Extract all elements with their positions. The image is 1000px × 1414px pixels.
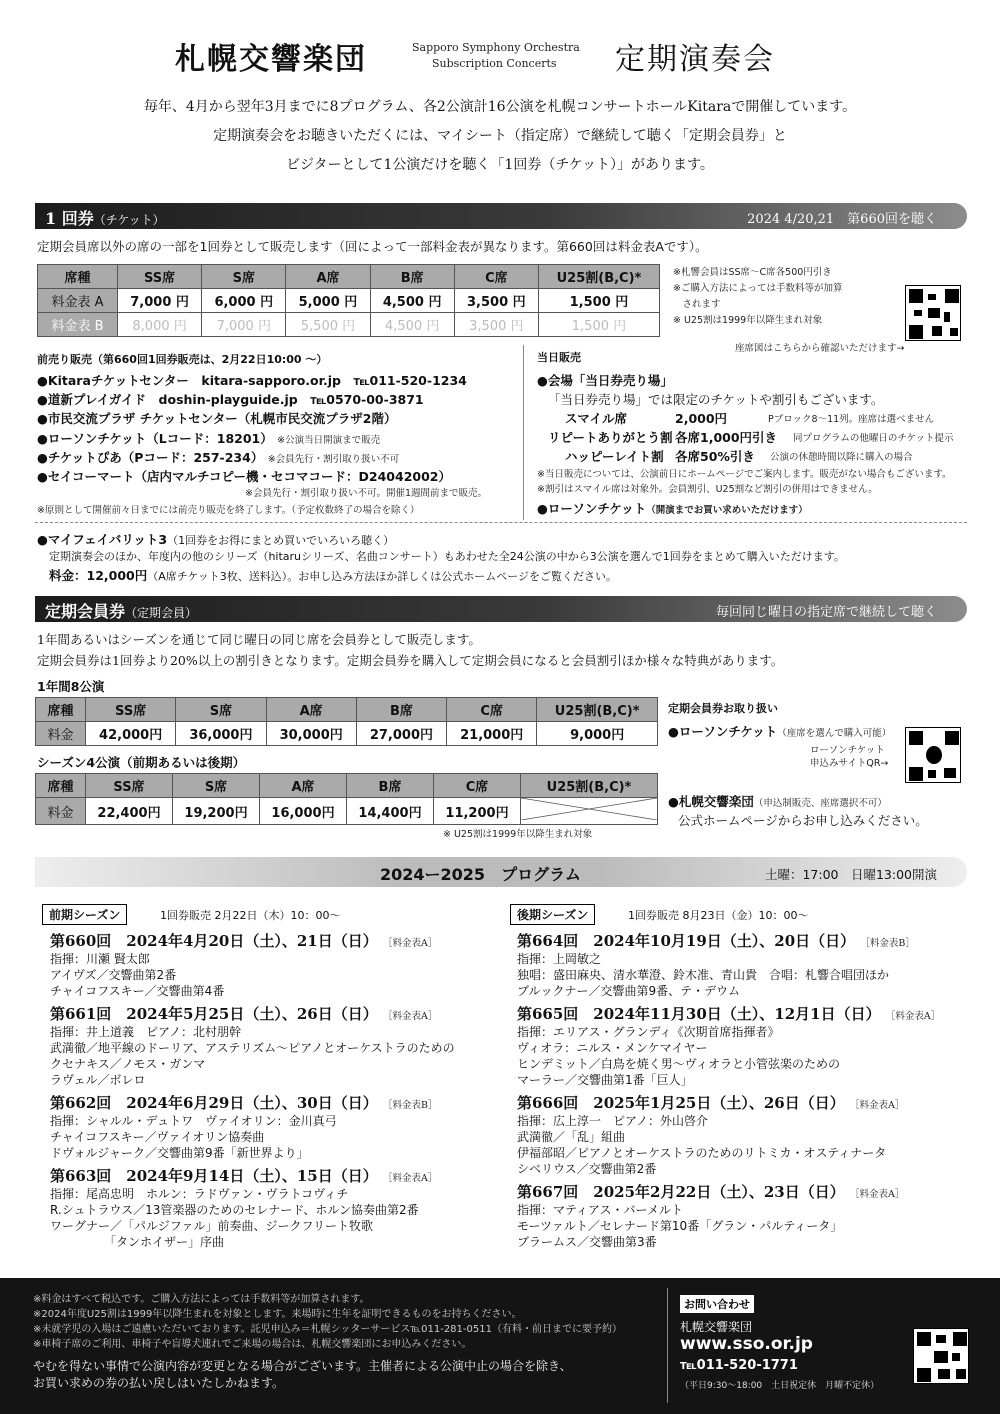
concert-line: シベリウス／交響曲第2番 xyxy=(517,1162,657,1176)
dayof-title: 当日販売 xyxy=(537,351,581,364)
seat-map-caption: 座席図はこちらから確認いただけます→ xyxy=(735,343,905,354)
concert-fee: ［料金表A］ xyxy=(885,1011,941,1022)
dayof-venue: ●会場「当日券売り場」 xyxy=(537,373,673,388)
table-header-cell: 席種 xyxy=(36,774,86,798)
concert-item xyxy=(50,1092,510,1161)
table-header-cell: 席種 xyxy=(36,698,86,722)
table-header-cell: A席 xyxy=(286,265,370,289)
intro-line-1: 毎年、4月から翌年3月までに8プログラム、各2公演計16公演を札幌コンサートホールKitaraで開催しています。 xyxy=(143,99,857,115)
year-price-table xyxy=(35,697,658,746)
member-sso-desc: 公式ホームページからお申し込みください。 xyxy=(678,813,928,828)
footer-note: ※車椅子席のご利用、車椅子や盲導犬連れでご来場の場合は、札幌交響楽団にお申込みください。 xyxy=(33,1339,472,1350)
ticket-title-small: （チケット） xyxy=(93,213,165,227)
member-title-small: （定期会員） xyxy=(125,606,198,620)
presale-title-note: （第660回1回券販売は、2月22日10:00 ～） xyxy=(92,353,328,366)
row-label: 料金表 A xyxy=(38,289,118,313)
table-header-cell: C席 xyxy=(434,774,521,798)
price-cell: 1,500 円 xyxy=(538,289,659,313)
table-row xyxy=(38,313,660,337)
table-header-cell: C席 xyxy=(447,698,537,722)
u25-note: ※ U25割は1999年以降生まれ対象 xyxy=(443,829,593,840)
price-cell: 42,000円 xyxy=(86,722,176,746)
row-label: 料金 xyxy=(36,722,86,746)
concert-line: マーラー／交響曲第1番「巨人」 xyxy=(517,1073,693,1087)
price-cell: 7,000 円 xyxy=(118,289,202,313)
second-season-label: 後期シーズン xyxy=(510,904,595,925)
concert-item xyxy=(50,1165,510,1250)
member-desc-2: 定期会員券は1回券より20%以上の割引きとなります。定期会員券を購入して定期会員になると会員割引ほか様々な特典があります。 xyxy=(37,653,784,668)
ticket-title: 1 回券 xyxy=(45,209,94,228)
table-header-cell: SS席 xyxy=(86,774,173,798)
season-price-table xyxy=(35,773,658,825)
concert-fee: ［料金表A］ xyxy=(849,1189,905,1200)
concert-item xyxy=(50,1003,510,1088)
concert-title xyxy=(50,930,510,951)
concert-line: モーツァルト／セレナード第10番「グラン・パルティータ」 xyxy=(517,1219,843,1233)
price-cell: 21,000円 xyxy=(447,722,537,746)
concert-fee: ［料金表A］ xyxy=(849,1100,905,1111)
price-cell: 5,000 円 xyxy=(286,289,370,313)
handling-title: 定期会員券お取り扱い xyxy=(668,702,778,715)
concert-item xyxy=(517,930,977,999)
concert-line: ブラームス／交響曲第3番 xyxy=(517,1235,657,1249)
dayof-row-note: Pブロック8～11列。座席は選べません xyxy=(768,414,935,425)
concert-title xyxy=(517,1181,977,1202)
concert-title-text: 第664回 2024年10月19日（土）、20日（日） xyxy=(517,932,856,950)
title-english-line1: Sapporo Symphony Orchestra xyxy=(412,41,580,54)
price-cell: 30,000円 xyxy=(266,722,356,746)
price-cell: 36,000円 xyxy=(176,722,266,746)
concert-title-text: 第662回 2024年6月29日（土）、30日（日） xyxy=(50,1094,378,1112)
concert-title-text: 第660回 2024年4月20日（土）、21日（日） xyxy=(50,932,378,950)
lawson-qr-icon[interactable] xyxy=(905,727,961,783)
myfav-price xyxy=(49,566,617,584)
member-section-band xyxy=(35,596,967,622)
ticket-note: ※ご購入方法によっては手数料等が加算 xyxy=(673,283,843,294)
concert-line: 武満徹／地平線のドーリア、アステリズム～ピアノとオーケストラのための xyxy=(50,1041,455,1055)
table-header-cell: S席 xyxy=(202,265,286,289)
concert-line: ワーグナー／「パルジファル」前奏曲、ジークフリート牧歌 xyxy=(50,1219,373,1233)
table-header-cell: 席種 xyxy=(38,265,118,289)
contact-hours: （平日9:30～18:00 土日祝定休 月曜不定休） xyxy=(680,1381,880,1391)
dayof-row-note: 同プログラムの他曜日のチケット提示 xyxy=(793,433,954,444)
price-cell: 8,000 円 xyxy=(118,313,202,337)
concert-line: 指揮：エリアス・グランディ《次期首席指揮者》 xyxy=(517,1025,780,1039)
table-row xyxy=(38,289,660,313)
price-cell: 16,000円 xyxy=(260,798,347,825)
price-cell: 5,500 円 xyxy=(286,313,370,337)
dayof-desc: 「当日券売り場」では限定のチケットや割引もございます。 xyxy=(548,392,884,407)
table-header-cell: SS席 xyxy=(86,698,176,722)
lawson-qr-caption-2: 申込みサイトQR→ xyxy=(810,758,889,769)
concert-title-text: 第667回 2025年2月22日（土）、23日（日） xyxy=(517,1183,845,1201)
program-title: 2024ー2025 プログラム xyxy=(380,865,581,884)
member-sso xyxy=(668,792,887,810)
dayof-note: ※当日販売については、公演前日にホームページでご案内します。販売がない場合もございます。 xyxy=(537,469,952,480)
concert-line: 指揮：広上淳一 ピアノ：外山啓介 xyxy=(517,1114,709,1128)
first-season-list xyxy=(50,930,510,1250)
concert-fee: ［料金表A］ xyxy=(382,1011,438,1022)
ticket-section-right: 2024 4/20,21 第660回を聴く xyxy=(747,212,937,227)
presale-item xyxy=(37,429,380,447)
presale-title xyxy=(37,351,327,367)
member-title: 定期会員券 xyxy=(45,602,126,621)
table-header-row xyxy=(36,774,658,798)
concert-line: 独唱：盛田麻央、清水華澄、鈴木准、青山貴 合唱：札響合唱団ほか xyxy=(517,968,890,982)
dayof-row-note: 公演の休憩時間以降に購入の場合 xyxy=(770,452,913,463)
concert-fee: ［料金表A］ xyxy=(382,938,438,949)
row-label: 料金表 B xyxy=(38,313,118,337)
presale-item: ●Kitaraチケットセンター kitara-sapporo.or.jp ℡011-520-1234 xyxy=(37,373,467,388)
table-row xyxy=(36,798,658,825)
price-cell: 3,500 円 xyxy=(454,313,538,337)
dayof-lawson-note: （開演までお買い求めいただけます） xyxy=(646,505,808,516)
member-sso-text: ●札幌交響楽団 xyxy=(668,794,754,809)
price-cell: 6,000 円 xyxy=(202,289,286,313)
contact-name: 札幌交響楽団 xyxy=(680,1320,753,1334)
price-cell: 3,500 円 xyxy=(454,289,538,313)
lawson-qr-caption xyxy=(810,744,888,770)
title-english-line2: Subscription Concerts xyxy=(432,57,557,70)
myfav-title xyxy=(37,530,394,548)
member-section-right: 毎回同じ曜日の指定席で継続して聴く xyxy=(715,605,937,620)
first-season-label: 前期シーズン xyxy=(42,904,127,925)
table-header-row xyxy=(36,698,658,722)
page-title: 札幌交響楽団 xyxy=(175,42,367,77)
program-time: 土曜：17:00 日曜13:00開演 xyxy=(764,867,937,882)
presale-item: ●市民交流プラザ チケットセンター（札幌市民交流プラザ2階） xyxy=(37,411,397,426)
concert-fee: ［料金表A］ xyxy=(382,1173,438,1184)
ticket-notes xyxy=(673,265,842,329)
table-header-cell: A席 xyxy=(266,698,356,722)
price-cell: 22,400円 xyxy=(86,798,173,825)
ticket-price-table xyxy=(37,264,660,337)
footer-note: ※未就学児の入場はご遠慮いただいております。託児申込み＝札幌シッターサービス℡011-281-0511（有料・前日までに要予約） xyxy=(33,1324,622,1335)
footer-note: ※2024年度U25割は1999年以降生まれを対象とします。来場時に生年を証明できるものをお持ちください。 xyxy=(33,1309,522,1320)
intro-line-2: 定期演奏会をお聴きいただくには、マイシート（指定席）で継続して聴く「定期会員券」と xyxy=(213,128,787,144)
presale-item-text: ●チケットぴあ（Pコード：257-234） xyxy=(37,450,264,465)
concert-line: ヒンデミット／白鳥を焼く男～ヴィオラと小管弦楽のための xyxy=(517,1057,841,1071)
ticket-note: ※ U25割は1999年以降生まれ対象 xyxy=(673,315,823,326)
concert-line: 「タンホイザー」序曲 xyxy=(50,1235,225,1249)
season-plan-title: シーズン4公演（前期あるいは後期） xyxy=(37,755,246,770)
price-cell: 19,200円 xyxy=(173,798,260,825)
dayof-lawson-text: ●ローソンチケット xyxy=(537,501,647,516)
footer-divider xyxy=(667,1288,668,1403)
concert-title xyxy=(50,1165,510,1186)
footer-warning xyxy=(33,1358,572,1392)
member-section-title xyxy=(45,599,197,622)
dayof-row-price: 各席50%引き xyxy=(675,449,755,464)
table-header-cell: S席 xyxy=(176,698,266,722)
price-cell: 7,000 円 xyxy=(202,313,286,337)
concert-item xyxy=(517,1181,977,1250)
concert-title-text: 第663回 2024年9月14日（土）、15日（日） xyxy=(50,1167,378,1185)
year-plan-title: 1年間8公演 xyxy=(37,679,105,694)
concert-line: 指揮：シャルル・デュトワ ヴァイオリン：金川真弓 xyxy=(50,1114,337,1128)
table-header-cell: B席 xyxy=(356,698,446,722)
concert-line: チャイコフスキー／ヴァイオリン協奏曲 xyxy=(50,1130,265,1144)
table-header-row xyxy=(38,265,660,289)
contact-url[interactable]: www.sso.or.jp xyxy=(680,1334,813,1354)
concert-line: ヴィオラ：ニルス・メンケマイヤー xyxy=(517,1041,708,1055)
dayof-row-price: 2,000円 xyxy=(675,411,728,426)
row-label: 料金 xyxy=(36,798,86,825)
website-qr-icon[interactable] xyxy=(913,1328,969,1384)
contact-label: お問い合わせ xyxy=(680,1295,754,1313)
table-row xyxy=(36,722,658,746)
price-cell: 14,400円 xyxy=(347,798,434,825)
table-header-cell: C席 xyxy=(454,265,538,289)
footer xyxy=(0,1278,1000,1414)
dayof-note: ※割引はスマイル席は対象外。会員割引、U25割など割引の併用はできません。 xyxy=(537,484,878,495)
concert-line: 伊福部昭／ピアノとオーケストラのためのリトミカ・オスティナータ xyxy=(517,1146,887,1160)
member-lawson-text: ●ローソンチケット xyxy=(668,724,778,739)
member-desc-1: 1年間あるいはシーズンを通じて同じ曜日の同じ席を会員券として販売します。 xyxy=(37,632,481,647)
dayof-row-price: 各席1,000円引き xyxy=(675,430,778,445)
presale-title-text: 前売り販売 xyxy=(37,353,92,366)
dayof-row-name: リピートありがとう割 xyxy=(548,430,673,445)
second-season-list xyxy=(517,930,977,1250)
price-cell: 1,500 円 xyxy=(538,313,659,337)
myfav-price-label: 料金：12,000円 xyxy=(49,568,148,583)
concert-line: 指揮：尾高忠明 ホルン：ラドヴァン・ヴラトコヴィチ xyxy=(50,1187,349,1201)
second-season-sale: 1回券販売 8月23日（金）10：00～ xyxy=(628,909,809,922)
section-divider xyxy=(523,345,524,520)
concert-line: チャイコフスキー／交響曲第4番 xyxy=(50,984,225,998)
presale-item-note: ※公演当日開演まで販売 xyxy=(277,435,381,446)
dayof-row-name: スマイル席 xyxy=(565,411,628,426)
dayof-row-name: ハッピーレイト割 xyxy=(565,449,664,464)
myfav-price-note: （A席チケット3枚、送料込）。お申し込み方法ほか詳しくは公式ホームページをご覧ください。 xyxy=(147,570,618,583)
myfav-title-note: （1回券をお得にまとめ買いでいろいろ聴く） xyxy=(167,534,395,547)
concert-line: アイヴズ／交響曲第2番 xyxy=(50,968,177,982)
contact-tel[interactable]: ℡011-520-1771 xyxy=(680,1358,798,1373)
concert-item xyxy=(517,1092,977,1177)
concert-line: 指揮：川瀬 賢太郎 xyxy=(50,952,150,966)
footer-note: ※料金はすべて税込です。ご購入方法によっては手数料等が加算されます。 xyxy=(33,1294,370,1305)
table-header-cell: B席 xyxy=(347,774,434,798)
footer-warning-1: やむを得ない事情で公演内容が変更となる場合がございます。主催者による公演中止の場合を除き、 xyxy=(33,1359,572,1373)
price-cell: 27,000円 xyxy=(356,722,446,746)
ticket-note: ※札響会員はSS席～C席各500円引き xyxy=(673,267,832,278)
presale-item: ●セイコーマート（店内マルチコピー機・セコマコード：D24042002） xyxy=(37,469,451,484)
page-subtitle: 定期演奏会 xyxy=(615,42,775,77)
concert-line: ラヴェル／ボレロ xyxy=(50,1073,146,1087)
concert-line: クセナキス／ノモス・ガンマ xyxy=(50,1057,206,1071)
table-header-cell: S席 xyxy=(173,774,260,798)
lawson-qr-caption-1: ローソンチケット xyxy=(810,745,885,756)
member-sso-note: （申込制販売、座席選択不可） xyxy=(753,798,887,809)
presale-item: ●道新プレイガイド doshin-playguide.jp ℡0570-00-3871 xyxy=(37,392,424,407)
concert-line: 指揮：マティアス・バーメルト xyxy=(517,1203,683,1217)
table-header-cell: SS席 xyxy=(118,265,202,289)
concert-line: 指揮：井上道義 ピアノ：北村朋幹 xyxy=(50,1025,242,1039)
table-header-cell: U25割(B,C)* xyxy=(521,774,658,798)
presale-seico-note: ※会員先行・割引取り扱い不可。開催1週間前まで販売。 xyxy=(245,488,488,499)
first-season-sale: 1回券販売 2月22日（木）10：00～ xyxy=(160,909,341,922)
table-header-cell: U25割(B,C)* xyxy=(538,265,659,289)
presale-end-note: ※原則として開催前々日までには前売り販売を終了します。（予定枚数終了の場合を除く） xyxy=(37,505,420,516)
table-header-cell: U25割(B,C)* xyxy=(537,698,658,722)
seat-map-qr-icon[interactable] xyxy=(905,285,961,341)
concert-item xyxy=(50,930,510,999)
concert-line: 指揮：上岡敏之 xyxy=(517,952,602,966)
ticket-note: されます xyxy=(673,299,721,310)
concert-title-text: 第665回 2024年11月30日（土）、12月1日（日） xyxy=(517,1005,881,1023)
myfav-desc: 定期演奏会のほか、年度内の他のシリーズ（hitaruシリーズ、名曲コンサート）もあわせた全24公演の中から3公演を選んで1回券をまとめて購入いただけます。 xyxy=(49,550,845,563)
concert-title-text: 第666回 2025年1月25日（土）、26日（日） xyxy=(517,1094,845,1112)
concert-title xyxy=(517,1092,977,1113)
not-available-cell xyxy=(521,798,658,825)
concert-line: 武満徹／「乱」組曲 xyxy=(517,1130,626,1144)
member-lawson-note: （座席を選んで購入可能） xyxy=(777,728,892,739)
footer-warning-2: お買い求めの券の払い戻しはいたしかねます。 xyxy=(33,1376,285,1390)
table-header-cell: A席 xyxy=(260,774,347,798)
concert-fee: ［料金表B］ xyxy=(860,938,915,949)
concert-item xyxy=(517,1003,977,1088)
price-cell: 9,000円 xyxy=(537,722,658,746)
ticket-section-title xyxy=(45,206,165,229)
presale-item-note: ※会員先行・割引取り扱い不可 xyxy=(267,454,400,465)
concert-title xyxy=(517,930,977,951)
dayof-lawson xyxy=(537,499,808,517)
section-divider xyxy=(35,522,967,523)
concert-title xyxy=(517,1003,977,1024)
intro-line-3: ビジターとして1公演だけを聴く「1回券（チケット）」があります。 xyxy=(286,157,714,173)
price-cell: 11,200円 xyxy=(434,798,521,825)
concert-line: ブルックナー／交響曲第9番、テ・デウム xyxy=(517,984,741,998)
presale-item xyxy=(37,448,399,466)
myfav-title-text: ●マイフェイバリット3 xyxy=(37,532,168,547)
table-header-cell: B席 xyxy=(370,265,454,289)
concert-line: R.シュトラウス／13管楽器のためのセレナード、ホルン協奏曲第2番 xyxy=(50,1203,419,1217)
concert-title xyxy=(50,1092,510,1113)
price-cell: 4,500 円 xyxy=(370,289,454,313)
ticket-section-band xyxy=(35,203,967,229)
member-lawson xyxy=(668,722,891,740)
concert-title xyxy=(50,1003,510,1024)
cross-out-icon xyxy=(521,798,657,820)
price-cell: 4,500 円 xyxy=(370,313,454,337)
concert-fee: ［料金表B］ xyxy=(382,1100,438,1111)
title-english xyxy=(412,40,580,72)
concert-line: ドヴォルジャーク／交響曲第9番「新世界より」 xyxy=(50,1146,309,1160)
ticket-desc: 定期会員席以外の席の一部を1回券として販売します（回によって一部料金表が異なります。第660回は料金表Aです）。 xyxy=(37,239,708,254)
footer-notes xyxy=(33,1292,622,1352)
concert-title-text: 第661回 2024年5月25日（土）、26日（日） xyxy=(50,1005,378,1023)
program-band xyxy=(35,857,967,887)
presale-item-text: ●ローソンチケット（Lコード：18201） xyxy=(37,431,273,446)
